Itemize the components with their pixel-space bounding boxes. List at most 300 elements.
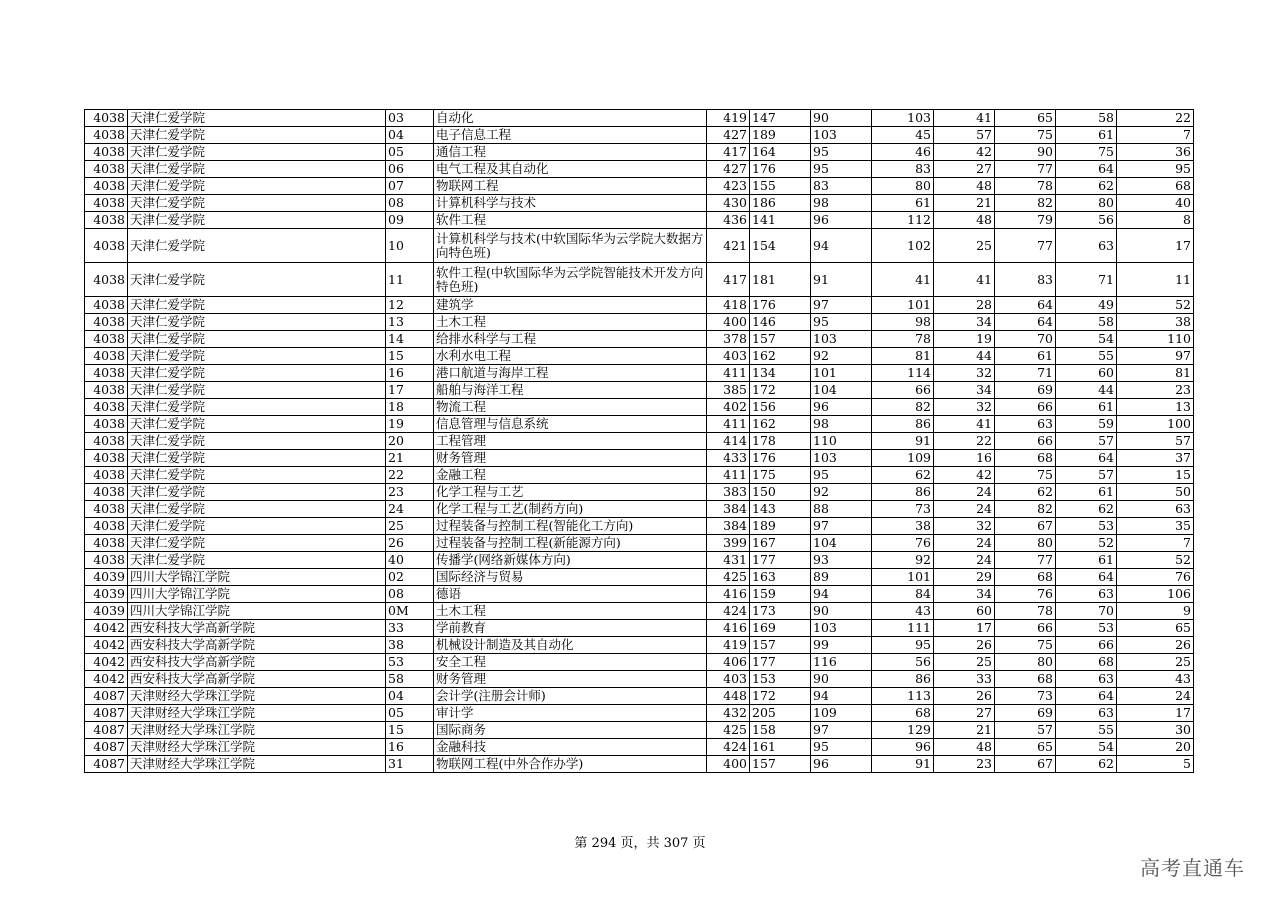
- cell-major-code: 04: [386, 127, 434, 144]
- cell-col-e: 34: [934, 586, 995, 603]
- table-row: [85, 331, 1194, 348]
- cell-col-e: 25: [934, 654, 995, 671]
- cell-col-e: 27: [934, 161, 995, 178]
- table-row: [85, 161, 1194, 178]
- cell-col-a: 425: [707, 569, 750, 586]
- watermark: 高考直通车: [1140, 856, 1245, 880]
- cell-col-d: 81: [872, 348, 934, 365]
- cell-school-code: 4038: [85, 348, 128, 365]
- cell-major-name: 给排水科学与工程: [434, 331, 707, 348]
- cell-major-code: 12: [386, 297, 434, 314]
- table-row: [85, 501, 1194, 518]
- cell-school-name: 天津财经大学珠江学院: [128, 705, 386, 722]
- cell-col-f: 62: [995, 484, 1056, 501]
- cell-col-g: 56: [1056, 212, 1117, 229]
- cell-col-h: 25: [1117, 654, 1194, 671]
- cell-col-a: 402: [707, 399, 750, 416]
- table-row: [85, 467, 1194, 484]
- cell-col-h: 110: [1117, 331, 1194, 348]
- table-row: [85, 297, 1194, 314]
- cell-col-b: 186: [750, 195, 811, 212]
- cell-school-code: 4039: [85, 569, 128, 586]
- cell-col-g: 57: [1056, 433, 1117, 450]
- cell-col-d: 129: [872, 722, 934, 739]
- cell-school-code: 4087: [85, 705, 128, 722]
- cell-col-f: 82: [995, 195, 1056, 212]
- cell-col-h: 106: [1117, 586, 1194, 603]
- cell-col-f: 79: [995, 212, 1056, 229]
- cell-col-f: 68: [995, 569, 1056, 586]
- cell-col-d: 62: [872, 467, 934, 484]
- cell-major-code: 08: [386, 195, 434, 212]
- cell-school-name: 天津仁爱学院: [128, 416, 386, 433]
- cell-school-name: 天津仁爱学院: [128, 127, 386, 144]
- cell-col-f: 82: [995, 501, 1056, 518]
- cell-col-f: 75: [995, 467, 1056, 484]
- cell-major-name: 安全工程: [434, 654, 707, 671]
- cell-school-name: 四川大学锦江学院: [128, 569, 386, 586]
- cell-major-code: 04: [386, 688, 434, 705]
- cell-col-e: 48: [934, 178, 995, 195]
- cell-col-c: 98: [811, 416, 872, 433]
- cell-col-h: 65: [1117, 620, 1194, 637]
- cell-col-e: 23: [934, 756, 995, 773]
- cell-major-name: 船舶与海洋工程: [434, 382, 707, 399]
- cell-school-name: 天津仁爱学院: [128, 484, 386, 501]
- cell-col-f: 64: [995, 314, 1056, 331]
- cell-major-name: 土木工程: [434, 603, 707, 620]
- cell-col-c: 92: [811, 348, 872, 365]
- cell-major-name: 金融科技: [434, 739, 707, 756]
- cell-col-b: 155: [750, 178, 811, 195]
- cell-col-e: 24: [934, 535, 995, 552]
- cell-col-a: 416: [707, 620, 750, 637]
- table-row: [85, 314, 1194, 331]
- cell-col-d: 86: [872, 671, 934, 688]
- cell-col-c: 92: [811, 484, 872, 501]
- cell-col-a: 427: [707, 127, 750, 144]
- cell-major-name: 计算机科学与技术: [434, 195, 707, 212]
- cell-major-name: 土木工程: [434, 314, 707, 331]
- cell-col-h: 52: [1117, 297, 1194, 314]
- cell-col-d: 78: [872, 331, 934, 348]
- cell-major-name: 港口航道与海岸工程: [434, 365, 707, 382]
- cell-col-d: 114: [872, 365, 934, 382]
- cell-school-code: 4038: [85, 552, 128, 569]
- table-row: [85, 739, 1194, 756]
- cell-col-c: 95: [811, 144, 872, 161]
- cell-col-a: 419: [707, 637, 750, 654]
- cell-col-e: 48: [934, 212, 995, 229]
- cell-col-b: 157: [750, 331, 811, 348]
- cell-school-name: 天津仁爱学院: [128, 110, 386, 127]
- cell-col-g: 64: [1056, 161, 1117, 178]
- cell-col-b: 172: [750, 382, 811, 399]
- cell-col-f: 67: [995, 518, 1056, 535]
- cell-major-code: 14: [386, 331, 434, 348]
- cell-col-e: 24: [934, 501, 995, 518]
- cell-col-g: 64: [1056, 450, 1117, 467]
- cell-col-d: 80: [872, 178, 934, 195]
- cell-col-h: 63: [1117, 501, 1194, 518]
- cell-major-name: 通信工程: [434, 144, 707, 161]
- cell-col-f: 57: [995, 722, 1056, 739]
- cell-col-g: 61: [1056, 399, 1117, 416]
- cell-col-c: 90: [811, 671, 872, 688]
- cell-col-e: 28: [934, 297, 995, 314]
- cell-col-b: 154: [750, 229, 811, 263]
- cell-col-g: 55: [1056, 722, 1117, 739]
- cell-major-code: 17: [386, 382, 434, 399]
- cell-col-e: 16: [934, 450, 995, 467]
- cell-col-c: 99: [811, 637, 872, 654]
- cell-col-e: 41: [934, 416, 995, 433]
- cell-col-d: 92: [872, 552, 934, 569]
- cell-col-d: 112: [872, 212, 934, 229]
- cell-col-f: 66: [995, 399, 1056, 416]
- cell-col-d: 86: [872, 416, 934, 433]
- cell-col-g: 57: [1056, 467, 1117, 484]
- cell-school-name: 天津仁爱学院: [128, 263, 386, 297]
- cell-col-h: 97: [1117, 348, 1194, 365]
- cell-school-code: 4038: [85, 229, 128, 263]
- cell-col-c: 95: [811, 314, 872, 331]
- table-row: [85, 671, 1194, 688]
- cell-col-b: 173: [750, 603, 811, 620]
- cell-school-name: 天津财经大学珠江学院: [128, 756, 386, 773]
- cell-school-name: 西安科技大学高新学院: [128, 637, 386, 654]
- cell-col-h: 11: [1117, 263, 1194, 297]
- cell-col-g: 64: [1056, 688, 1117, 705]
- cell-col-f: 61: [995, 348, 1056, 365]
- cell-col-a: 403: [707, 671, 750, 688]
- cell-school-name: 四川大学锦江学院: [128, 603, 386, 620]
- cell-col-b: 176: [750, 297, 811, 314]
- cell-col-g: 63: [1056, 229, 1117, 263]
- cell-col-d: 113: [872, 688, 934, 705]
- cell-school-code: 4038: [85, 263, 128, 297]
- cell-school-name: 天津仁爱学院: [128, 331, 386, 348]
- cell-school-code: 4038: [85, 365, 128, 382]
- table-row: [85, 535, 1194, 552]
- cell-col-c: 97: [811, 297, 872, 314]
- cell-col-e: 42: [934, 144, 995, 161]
- cell-school-name: 天津仁爱学院: [128, 433, 386, 450]
- cell-major-code: 16: [386, 365, 434, 382]
- cell-school-name: 天津仁爱学院: [128, 467, 386, 484]
- table-row: [85, 229, 1194, 263]
- table-row: [85, 552, 1194, 569]
- cell-col-b: 177: [750, 552, 811, 569]
- cell-major-code: 05: [386, 144, 434, 161]
- cell-col-f: 80: [995, 535, 1056, 552]
- cell-school-code: 4087: [85, 688, 128, 705]
- cell-school-code: 4038: [85, 212, 128, 229]
- cell-col-d: 46: [872, 144, 934, 161]
- cell-major-code: 24: [386, 501, 434, 518]
- cell-col-f: 83: [995, 263, 1056, 297]
- cell-school-name: 天津仁爱学院: [128, 178, 386, 195]
- cell-col-d: 98: [872, 314, 934, 331]
- cell-col-c: 95: [811, 467, 872, 484]
- cell-col-h: 7: [1117, 535, 1194, 552]
- cell-col-e: 21: [934, 195, 995, 212]
- cell-school-code: 4038: [85, 399, 128, 416]
- cell-col-d: 82: [872, 399, 934, 416]
- cell-school-name: 天津仁爱学院: [128, 450, 386, 467]
- cell-col-g: 44: [1056, 382, 1117, 399]
- cell-col-b: 205: [750, 705, 811, 722]
- cell-school-code: 4042: [85, 671, 128, 688]
- cell-col-c: 103: [811, 127, 872, 144]
- cell-major-name: 财务管理: [434, 450, 707, 467]
- cell-col-g: 61: [1056, 484, 1117, 501]
- cell-col-f: 64: [995, 297, 1056, 314]
- cell-school-code: 4038: [85, 178, 128, 195]
- cell-col-d: 101: [872, 569, 934, 586]
- cell-col-d: 103: [872, 110, 934, 127]
- cell-col-h: 26: [1117, 637, 1194, 654]
- cell-col-f: 77: [995, 161, 1056, 178]
- cell-col-h: 9: [1117, 603, 1194, 620]
- cell-col-d: 91: [872, 756, 934, 773]
- cell-col-d: 96: [872, 739, 934, 756]
- table-row: [85, 127, 1194, 144]
- cell-major-name: 物流工程: [434, 399, 707, 416]
- cell-school-code: 4042: [85, 637, 128, 654]
- cell-col-b: 157: [750, 756, 811, 773]
- cell-col-b: 159: [750, 586, 811, 603]
- cell-school-code: 4038: [85, 314, 128, 331]
- cell-col-f: 78: [995, 603, 1056, 620]
- cell-col-c: 104: [811, 382, 872, 399]
- table-row: [85, 756, 1194, 773]
- cell-col-d: 61: [872, 195, 934, 212]
- cell-school-code: 4038: [85, 331, 128, 348]
- cell-major-code: 02: [386, 569, 434, 586]
- cell-col-h: 43: [1117, 671, 1194, 688]
- cell-col-g: 58: [1056, 110, 1117, 127]
- cell-school-name: 天津财经大学珠江学院: [128, 722, 386, 739]
- cell-school-name: 天津仁爱学院: [128, 144, 386, 161]
- cell-col-h: 20: [1117, 739, 1194, 756]
- cell-col-b: 134: [750, 365, 811, 382]
- cell-major-name: 国际商务: [434, 722, 707, 739]
- cell-col-d: 84: [872, 586, 934, 603]
- cell-col-f: 90: [995, 144, 1056, 161]
- table-row: [85, 518, 1194, 535]
- cell-col-b: 189: [750, 127, 811, 144]
- cell-col-a: 403: [707, 348, 750, 365]
- cell-col-g: 60: [1056, 365, 1117, 382]
- cell-col-a: 384: [707, 518, 750, 535]
- cell-col-h: 22: [1117, 110, 1194, 127]
- table-row: [85, 348, 1194, 365]
- cell-school-code: 4038: [85, 501, 128, 518]
- cell-col-f: 70: [995, 331, 1056, 348]
- cell-col-f: 78: [995, 178, 1056, 195]
- cell-col-a: 433: [707, 450, 750, 467]
- cell-major-name: 计算机科学与技术(中软国际华为云学院大数据方向特色班): [434, 229, 707, 263]
- cell-major-name: 财务管理: [434, 671, 707, 688]
- cell-col-a: 384: [707, 501, 750, 518]
- cell-col-b: 167: [750, 535, 811, 552]
- cell-school-name: 天津仁爱学院: [128, 399, 386, 416]
- cell-school-name: 西安科技大学高新学院: [128, 654, 386, 671]
- cell-col-g: 63: [1056, 586, 1117, 603]
- table-row: [85, 365, 1194, 382]
- cell-col-e: 60: [934, 603, 995, 620]
- cell-school-name: 天津财经大学珠江学院: [128, 739, 386, 756]
- cell-school-name: 天津财经大学珠江学院: [128, 688, 386, 705]
- cell-col-e: 33: [934, 671, 995, 688]
- cell-col-h: 15: [1117, 467, 1194, 484]
- cell-col-c: 103: [811, 331, 872, 348]
- cell-col-d: 76: [872, 535, 934, 552]
- cell-major-code: 05: [386, 705, 434, 722]
- cell-col-a: 400: [707, 756, 750, 773]
- cell-school-code: 4038: [85, 297, 128, 314]
- cell-col-h: 40: [1117, 195, 1194, 212]
- cell-major-name: 金融工程: [434, 467, 707, 484]
- cell-col-a: 424: [707, 739, 750, 756]
- cell-col-d: 66: [872, 382, 934, 399]
- cell-school-name: 天津仁爱学院: [128, 314, 386, 331]
- cell-col-c: 103: [811, 620, 872, 637]
- cell-col-c: 95: [811, 739, 872, 756]
- cell-col-b: 147: [750, 110, 811, 127]
- cell-col-c: 94: [811, 586, 872, 603]
- cell-col-b: 153: [750, 671, 811, 688]
- cell-col-h: 95: [1117, 161, 1194, 178]
- cell-col-h: 30: [1117, 722, 1194, 739]
- cell-major-name: 水利水电工程: [434, 348, 707, 365]
- table-row: [85, 178, 1194, 195]
- table-row: [85, 484, 1194, 501]
- cell-col-c: 93: [811, 552, 872, 569]
- cell-major-name: 电气工程及其自动化: [434, 161, 707, 178]
- cell-col-d: 91: [872, 433, 934, 450]
- cell-major-name: 过程装备与控制工程(智能化工方向): [434, 518, 707, 535]
- cell-col-b: 157: [750, 637, 811, 654]
- cell-major-code: 16: [386, 739, 434, 756]
- table-row: [85, 433, 1194, 450]
- table-row: [85, 705, 1194, 722]
- cell-col-f: 65: [995, 110, 1056, 127]
- table-row: [85, 382, 1194, 399]
- cell-major-name: 建筑学: [434, 297, 707, 314]
- cell-major-name: 软件工程(中软国际华为云学院智能技术开发方向特色班): [434, 263, 707, 297]
- cell-col-b: 156: [750, 399, 811, 416]
- cell-col-f: 65: [995, 739, 1056, 756]
- cell-major-name: 化学工程与工艺(制药方向): [434, 501, 707, 518]
- cell-school-name: 天津仁爱学院: [128, 518, 386, 535]
- cell-col-f: 80: [995, 654, 1056, 671]
- cell-col-a: 418: [707, 297, 750, 314]
- cell-major-name: 会计学(注册会计师): [434, 688, 707, 705]
- cell-col-d: 73: [872, 501, 934, 518]
- cell-col-c: 104: [811, 535, 872, 552]
- table-row: [85, 263, 1194, 297]
- cell-school-code: 4038: [85, 484, 128, 501]
- cell-col-b: 189: [750, 518, 811, 535]
- cell-major-code: 13: [386, 314, 434, 331]
- cell-col-a: 432: [707, 705, 750, 722]
- cell-school-name: 天津仁爱学院: [128, 212, 386, 229]
- cell-col-c: 90: [811, 603, 872, 620]
- cell-col-c: 98: [811, 195, 872, 212]
- cell-major-code: 23: [386, 484, 434, 501]
- cell-col-a: 430: [707, 195, 750, 212]
- cell-major-code: 09: [386, 212, 434, 229]
- cell-school-code: 4038: [85, 382, 128, 399]
- cell-col-g: 68: [1056, 654, 1117, 671]
- cell-school-code: 4042: [85, 654, 128, 671]
- cell-col-a: 419: [707, 110, 750, 127]
- cell-major-name: 机械设计制造及其自动化: [434, 637, 707, 654]
- cell-school-code: 4038: [85, 110, 128, 127]
- cell-col-d: 43: [872, 603, 934, 620]
- cell-col-f: 71: [995, 365, 1056, 382]
- page-footer: 第 294 页，共 307 页: [574, 836, 706, 851]
- cell-school-code: 4087: [85, 739, 128, 756]
- cell-col-c: 96: [811, 399, 872, 416]
- cell-major-code: 15: [386, 348, 434, 365]
- table-row: [85, 603, 1194, 620]
- cell-col-c: 97: [811, 722, 872, 739]
- cell-school-code: 4038: [85, 450, 128, 467]
- cell-major-code: 0M: [386, 603, 434, 620]
- cell-col-a: 411: [707, 467, 750, 484]
- cell-col-d: 41: [872, 263, 934, 297]
- cell-col-g: 55: [1056, 348, 1117, 365]
- cell-col-h: 76: [1117, 569, 1194, 586]
- cell-col-b: 176: [750, 450, 811, 467]
- cell-col-c: 116: [811, 654, 872, 671]
- cell-col-b: 175: [750, 467, 811, 484]
- cell-col-h: 52: [1117, 552, 1194, 569]
- cell-col-a: 399: [707, 535, 750, 552]
- cell-school-code: 4038: [85, 467, 128, 484]
- cell-col-g: 66: [1056, 637, 1117, 654]
- cell-col-g: 62: [1056, 501, 1117, 518]
- cell-school-code: 4087: [85, 722, 128, 739]
- cell-col-g: 62: [1056, 756, 1117, 773]
- cell-school-name: 西安科技大学高新学院: [128, 671, 386, 688]
- cell-col-g: 61: [1056, 127, 1117, 144]
- cell-col-b: 162: [750, 348, 811, 365]
- cell-major-code: 07: [386, 178, 434, 195]
- cell-col-c: 91: [811, 263, 872, 297]
- cell-col-h: 38: [1117, 314, 1194, 331]
- table-row: [85, 110, 1194, 127]
- cell-col-e: 44: [934, 348, 995, 365]
- cell-major-name: 化学工程与工艺: [434, 484, 707, 501]
- cell-col-g: 75: [1056, 144, 1117, 161]
- cell-col-g: 70: [1056, 603, 1117, 620]
- cell-col-e: 42: [934, 467, 995, 484]
- cell-col-g: 59: [1056, 416, 1117, 433]
- cell-col-f: 68: [995, 671, 1056, 688]
- cell-school-name: 天津仁爱学院: [128, 365, 386, 382]
- cell-school-code: 4038: [85, 127, 128, 144]
- cell-school-code: 4038: [85, 144, 128, 161]
- cell-col-h: 24: [1117, 688, 1194, 705]
- cell-col-e: 29: [934, 569, 995, 586]
- table-row: [85, 620, 1194, 637]
- cell-col-a: 385: [707, 382, 750, 399]
- cell-col-c: 96: [811, 212, 872, 229]
